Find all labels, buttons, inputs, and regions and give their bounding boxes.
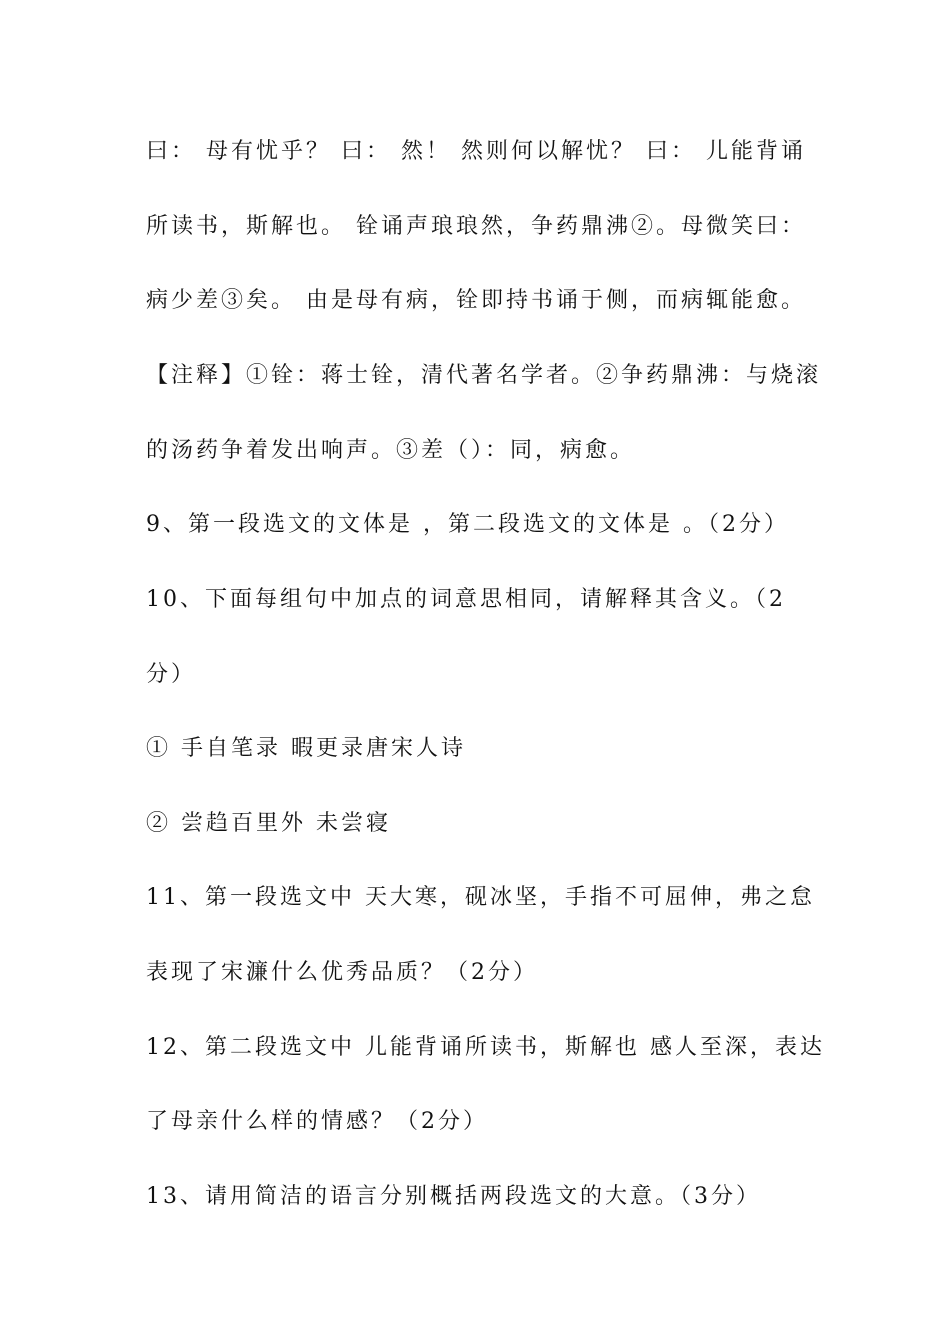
text-line-2: 所读书，斯解也。 铨诵声琅琅然，争药鼎沸②。母微笑曰： — [146, 214, 806, 239]
question-10-item-2: ② 尝趋百里外 未尝寝 — [146, 811, 391, 836]
annotation-line-2: 的汤药争着发出响声。③差（）：同，病愈。 — [146, 438, 636, 463]
question-10-item-1: ① 手自笔录 暇更录唐宋人诗 — [146, 736, 466, 761]
question-11-continued: 表现了宋濂什么优秀品质？（2分） — [146, 960, 538, 985]
question-10: 10、下面每组句中加点的词意思相同，请解释其含义。（2 — [146, 587, 786, 612]
question-13: 13、请用简洁的语言分别概括两段选文的大意。（3分） — [146, 1184, 761, 1209]
question-12: 12、第二段选文中 儿能背诵所读书，斯解也 感人至深，表达 — [146, 1035, 825, 1060]
question-9: 9、第一段选文的文体是 ，第二段选文的文体是 。（2分） — [146, 512, 789, 537]
question-10-continued: 分） — [146, 662, 197, 687]
question-12-continued: 了母亲什么样的情感？（2分） — [146, 1109, 488, 1134]
question-11: 11、第一段选文中 天大寒，砚冰坚，手指不可屈伸，弗之怠 — [146, 885, 815, 910]
text-line-1: 曰： 母有忧乎？ 曰： 然！ 然则何以解忧？ 曰： 儿能背诵 — [146, 139, 806, 164]
text-line-3: 病少差③矣。 由是母有病，铨即持书诵于侧，而病辄能愈。 — [146, 288, 806, 313]
annotation-line-1: 【注释】①铨：蒋士铨，清代著名学者。②争药鼎沸：与烧滚 — [146, 363, 822, 388]
